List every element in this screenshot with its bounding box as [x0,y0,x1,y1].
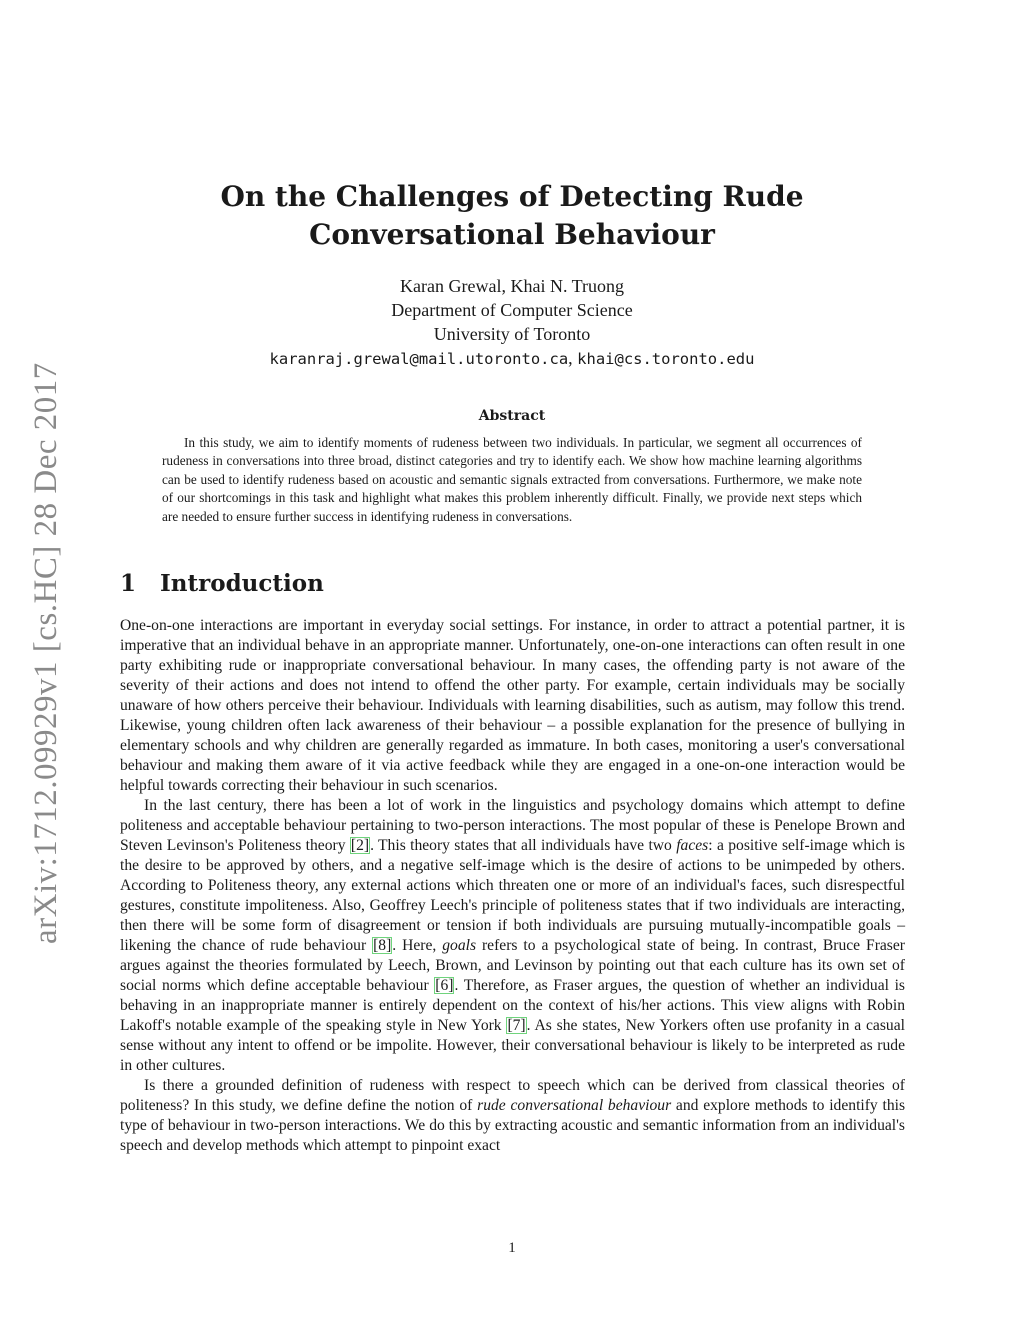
text-run: Is there a grounded definition of rudeness with respect to speech which can be derived from classical theories of politeness? In this study, we define define the notion of [120,1077,905,1114]
section-heading [120,570,324,597]
paragraph-3 [120,1076,905,1156]
page-number: 1 [508,1240,516,1256]
paragraph-2 [120,796,905,1076]
body-text [120,616,905,1156]
author-names: Karan Grewal, Khai N. Truong [400,276,624,296]
text-run: : a positive self-image which is the desire to be approved by others, and a negative self-image which is the desire of actions to be unimpeded by others. According to Politeness theory, any external actions which threaten one or more of an individual's faces, such disrespectful gestures, constitute impoliteness. Also, Geoffrey Leech's principle of politeness states that if two individuals are interacting, then there will be some form of disagreement or tension if both individuals are pursuing mutually-incompatible goals – likening the chance of rude behaviour [120,837,905,954]
text-run: In the last century, there has been a lot of work in the linguistics and psychology domains which attempt to define politeness and acceptable behaviour pertaining to two-person interactions. The most popular of these is Penelope Brown and Steven Levinson's Politeness theory [120,797,905,854]
paper-title: On the Challenges of Detecting Rude Conversational Behaviour [220,180,804,251]
text-run: . As she states, New Yorkers often use profanity in a casual sense without any intent to offend or be impolite. However, their conversational behaviour is likely to be interpreted as rude in other cultures. [120,1017,905,1074]
paragraph-1: One-on-one interactions are important in everyday social settings. For instance, in order to attract a potential partner, it is imperative that an individual behave in an appropriate manner. Unfortunately, one-on-one interactions can often result in one party exhibiting rude or inappropriate conversational behaviour. In many cases, the offending party is not aware of the severity of their actions and does not intend to offend the other party. For example, certain individuals may be socially unaware of how others perceive their behaviour. Individuals with learning disabilities, such as autism, may follow this trend. Likewise, young children often lack awareness of their behaviour – a possible explanation for the presence of bullying in elementary schools and why children are generally regarded as immature. In both cases, monitoring a user's conversational behaviour and making them aware of it via active feedback while they are engaged in a one-on-one interaction would be helpful towards correcting their behaviour in such scenarios. [120,617,905,794]
emphasis-term: rude conversational behaviour [477,1097,672,1114]
arxiv-stamp: arXiv:1712.09929v1 [cs.HC] 28 Dec 2017 [28,362,64,944]
text-run: . Therefore, as Fraser argues, the question of whether an individual is behaving in an inappropriate manner is entirely dependent on the context of his/her actions. This view aligns with Robin Lakoff's notable example of the speaking style in New York [120,977,905,1034]
section-title: Introduction [160,570,324,597]
citation-link[interactable]: [7] [507,1017,526,1034]
email-separator: , [568,348,578,368]
abstract-heading: Abstract [478,408,546,424]
citation-link[interactable]: [8] [373,937,392,954]
emphasis-term: goals [442,937,477,954]
email-link-1[interactable]: karanraj.grewal@mail.utoronto.ca [269,350,569,368]
text-run: and explore methods to identify this type of behaviour in two-person interactions. We do this by extracting acoustic and semantic information from an individual's speech and develop methods which attempt to pinpoint exact [120,1097,906,1154]
section-number: 1 [120,570,137,597]
text-run: . This theory states that all individuals have two [370,837,677,854]
email-link-2[interactable]: khai@cs.toronto.edu [577,350,755,368]
author-department: Department of Computer Science [391,300,633,320]
emphasis-term: faces [676,837,709,854]
text-run: refers to a psychological state of being. In contrast, Bruce Fraser argues against the theories formulated by Leech, Brown, and Levinson by pointing out that each culture has its own set of social norms which define acceptable behaviour [120,937,905,994]
author-university: University of Toronto [433,324,591,344]
text-run: . Here, [392,937,443,954]
citation-link[interactable]: [6] [435,977,454,994]
citation-link[interactable]: [2] [350,837,370,854]
abstract-text: In this study, we aim to identify moments of rudeness between two individuals. In particular, we segment all occurrences of rudeness in conversations into three broad, distinct categories and try to identify each. We show how machine learning algorithms can be used to identify rudeness based on acoustic and semantic signals extracted from conversations. Furthermore, we make note of our shortcomings in this task and highlight what makes this problem inherently difficult. Finally, we provide next steps which are needed to ensure further success in identifying rudeness in conversations. [162,435,862,524]
author-emails [120,346,904,371]
author-block [120,274,904,371]
